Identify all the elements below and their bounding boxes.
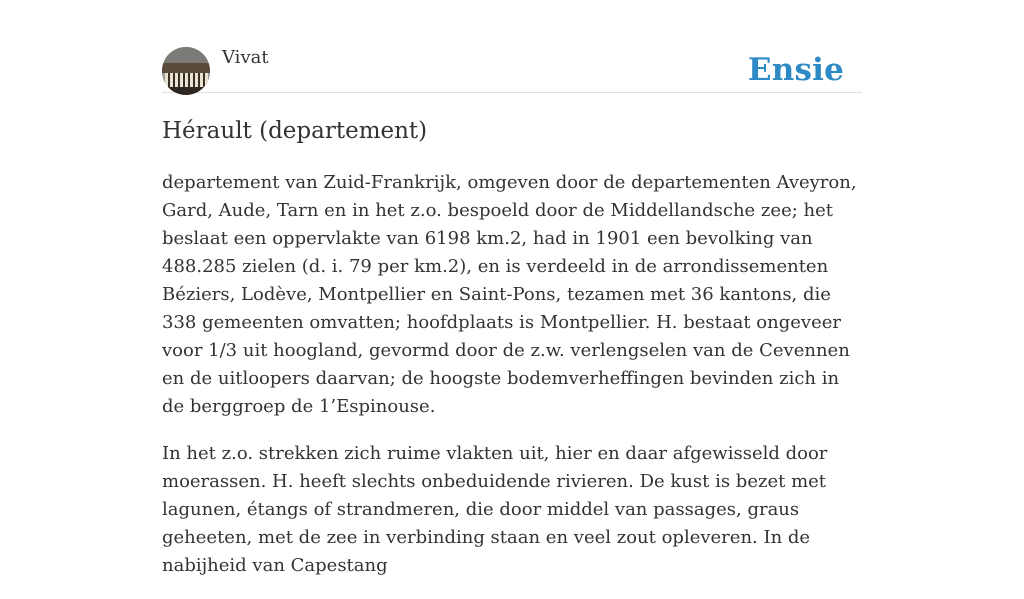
article-body: [162, 169, 862, 599]
article-paragraph: In het z.o. strekken zich ruime vlakten uit, hier en daar afgewisseld door moerassen. H. heeft slechts onbeduidende rivieren. De kust is bezet met lagunen, étangs of strandmeren, die door middel van passages, graus geheeten, met de zee in verbinding staan en veel zout opleveren. In de nabijheid van Capestang: [162, 443, 828, 576]
author-name[interactable]: Vivat: [222, 47, 269, 68]
article-title: Hérault (departement): [162, 118, 428, 144]
avatar-image-icon: [162, 47, 210, 95]
site-logo[interactable]: Ensie: [747, 52, 844, 88]
site-header: [162, 0, 862, 93]
author-avatar[interactable]: [162, 47, 210, 95]
article-paragraph: departement van Zuid-Frankrijk, omgeven door de departementen Aveyron, Gard, Aude, Tarn en in het z.o. bespoeld door de Middellandsche zee; het beslaat een oppervlakte van 6198 km.2, had in 1901 een bevolking van 488.285 zielen (d. i. 79 per km.2), en is verdeeld in de arrondissementen Béziers, Lodève, Montpellier en Saint-Pons, tezamen met 36 kantons, die 338 gemeenten omvatten; hoofdplaats is Montpellier. H. bestaat ongeveer voor 1/3 uit hoogland, gevormd door de z.w. verlengselen van de Cevennen en de uitloopers daarvan; de hoogste bodemverheffingen bevinden zich in de berggroep de 1’Espinouse.: [162, 172, 857, 417]
page: [162, 0, 862, 576]
